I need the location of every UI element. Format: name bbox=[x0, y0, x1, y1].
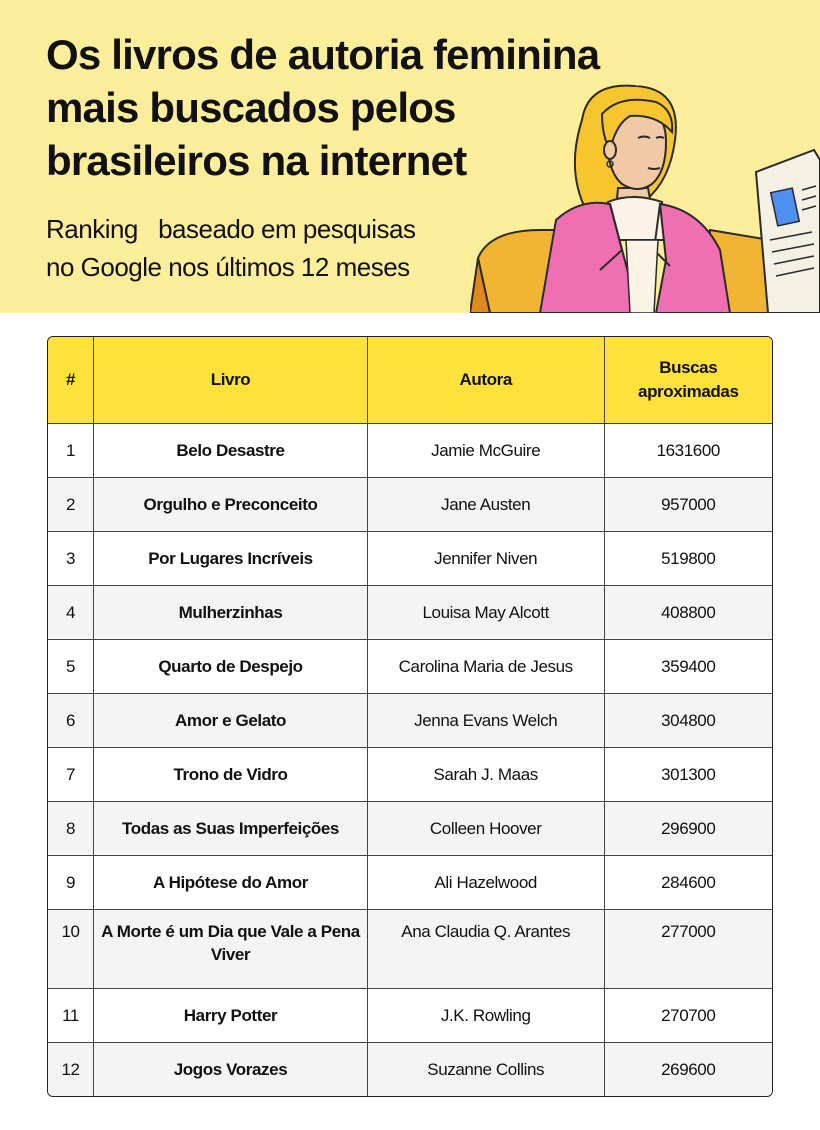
author-cell: Jane Austen bbox=[368, 478, 605, 532]
rank-cell: 10 bbox=[48, 910, 94, 989]
searches-cell: 301300 bbox=[605, 748, 772, 802]
book-cell: A Hipótese do Amor bbox=[94, 856, 368, 910]
searches-cell: 304800 bbox=[605, 694, 772, 748]
book-cell: Quarto de Despejo bbox=[94, 640, 368, 694]
rank-cell: 3 bbox=[48, 532, 94, 586]
author-cell: Ali Hazelwood bbox=[368, 856, 605, 910]
title-line: mais buscados pelos bbox=[46, 84, 456, 131]
author-cell: Jenna Evans Welch bbox=[368, 694, 605, 748]
book-cell: Belo Desastre bbox=[94, 424, 368, 478]
rank-cell: 9 bbox=[48, 856, 94, 910]
searches-cell: 296900 bbox=[605, 802, 772, 856]
subtitle-line: no Google nos últimos 12 meses bbox=[46, 252, 410, 282]
header-searches-line1: Buscas bbox=[659, 358, 718, 377]
table-row bbox=[48, 532, 772, 586]
rank-cell: 4 bbox=[48, 586, 94, 640]
searches-cell: 269600 bbox=[605, 1043, 772, 1096]
page-subtitle bbox=[46, 210, 506, 286]
table-row bbox=[48, 478, 772, 532]
hero-banner bbox=[0, 0, 820, 313]
header-book: Livro bbox=[94, 337, 368, 424]
author-cell: Jennifer Niven bbox=[368, 532, 605, 586]
author-cell: Jamie McGuire bbox=[368, 424, 605, 478]
table-row bbox=[48, 989, 772, 1043]
searches-cell: 270700 bbox=[605, 989, 772, 1043]
author-cell: Suzanne Collins bbox=[368, 1043, 605, 1096]
book-cell: Harry Potter bbox=[94, 989, 368, 1043]
table-header bbox=[48, 337, 772, 424]
searches-cell: 359400 bbox=[605, 640, 772, 694]
table-body bbox=[48, 424, 772, 1096]
header-rank: # bbox=[48, 337, 94, 424]
searches-cell: 284600 bbox=[605, 856, 772, 910]
searches-cell: 519800 bbox=[605, 532, 772, 586]
book-cell: Mulherzinhas bbox=[94, 586, 368, 640]
book-cell: Jogos Vorazes bbox=[94, 1043, 368, 1096]
book-cell: Por Lugares Incríveis bbox=[94, 532, 368, 586]
book-cell: Trono de Vidro bbox=[94, 748, 368, 802]
searches-cell: 1631600 bbox=[605, 424, 772, 478]
book-cell: Orgulho e Preconceito bbox=[94, 478, 368, 532]
author-cell: Sarah J. Maas bbox=[368, 748, 605, 802]
ranking-table bbox=[47, 336, 773, 1097]
table-row bbox=[48, 748, 772, 802]
rank-cell: 7 bbox=[48, 748, 94, 802]
author-cell: Louisa May Alcott bbox=[368, 586, 605, 640]
searches-cell: 408800 bbox=[605, 586, 772, 640]
table-row bbox=[48, 802, 772, 856]
book-cell: A Morte é um Dia que Vale a Pena Viver bbox=[94, 910, 368, 989]
title-line: brasileiros na internet bbox=[46, 137, 467, 184]
ranking-table-container bbox=[47, 336, 773, 1097]
rank-cell: 11 bbox=[48, 989, 94, 1043]
header-author: Autora bbox=[368, 337, 605, 424]
book-cell: Todas as Suas Imperfeições bbox=[94, 802, 368, 856]
table-header-row bbox=[48, 337, 772, 424]
rank-cell: 5 bbox=[48, 640, 94, 694]
searches-cell: 957000 bbox=[605, 478, 772, 532]
table-row bbox=[48, 694, 772, 748]
searches-cell: 277000 bbox=[605, 910, 772, 989]
rank-cell: 2 bbox=[48, 478, 94, 532]
subtitle-line: Ranking baseado em pesquisas bbox=[46, 214, 416, 244]
rank-cell: 1 bbox=[48, 424, 94, 478]
table-row bbox=[48, 424, 772, 478]
table-row bbox=[48, 856, 772, 910]
woman-reading-newspaper-illustration bbox=[470, 80, 820, 313]
author-cell: Carolina Maria de Jesus bbox=[368, 640, 605, 694]
rank-cell: 6 bbox=[48, 694, 94, 748]
header-searches bbox=[605, 337, 772, 424]
header-searches-line2: aproximadas bbox=[638, 382, 739, 401]
table-row bbox=[48, 640, 772, 694]
author-cell: Colleen Hoover bbox=[368, 802, 605, 856]
title-line: Os livros de autoria feminina bbox=[46, 31, 600, 78]
author-cell: J.K. Rowling bbox=[368, 989, 605, 1043]
table-row bbox=[48, 910, 772, 989]
rank-cell: 12 bbox=[48, 1043, 94, 1096]
author-cell: Ana Claudia Q. Arantes bbox=[368, 910, 605, 989]
rank-cell: 8 bbox=[48, 802, 94, 856]
table-row bbox=[48, 586, 772, 640]
table-row bbox=[48, 1043, 772, 1096]
book-cell: Amor e Gelato bbox=[94, 694, 368, 748]
